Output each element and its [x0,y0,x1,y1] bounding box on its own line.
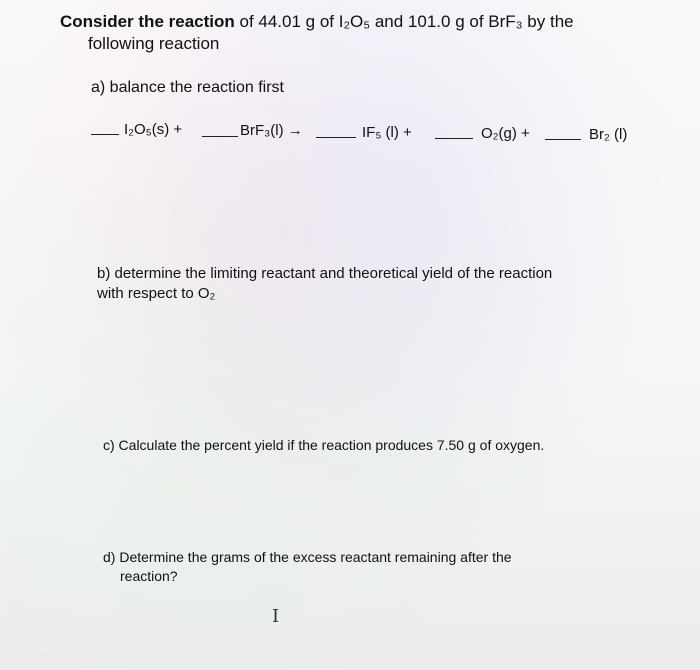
coefficient-blank-3[interactable] [316,136,356,138]
reactant-2: BrF₃(l) → [240,122,303,139]
intro-line-2: following reaction [88,34,220,53]
part-b-line-1: b) determine the limiting reactant and theoretical yield of the reaction [97,265,553,282]
coefficient-blank-1[interactable] [91,133,119,135]
intro-rest: of 44.01 g of I₂O₅ and 101.0 g of BrF₃ by the [234,12,574,31]
coefficient-blank-5[interactable] [545,138,581,140]
reactant-1: I₂O₅(s) + [124,121,183,138]
part-c-text: c) Calculate the percent yield if the reaction produces 7.50 g of oxygen. [103,437,545,453]
text-cursor-icon: I [272,606,280,627]
product-1: IF₅ (l) + [362,124,412,141]
part-d-line-2: reaction? [120,568,178,584]
product-3: Br₂ (l) [589,126,628,143]
product-2: O₂(g) + [481,125,530,142]
intro-line-1 [60,12,574,31]
coefficient-blank-2[interactable] [202,135,238,137]
intro-lead: Consider the reaction [60,12,235,31]
part-b-line-2: with respect to O₂ [97,285,216,302]
part-a-prompt: a) balance the reaction first [91,79,284,96]
part-d-line-1: d) Determine the grams of the excess reactant remaining after the [103,549,512,565]
coefficient-blank-4[interactable] [435,137,473,139]
